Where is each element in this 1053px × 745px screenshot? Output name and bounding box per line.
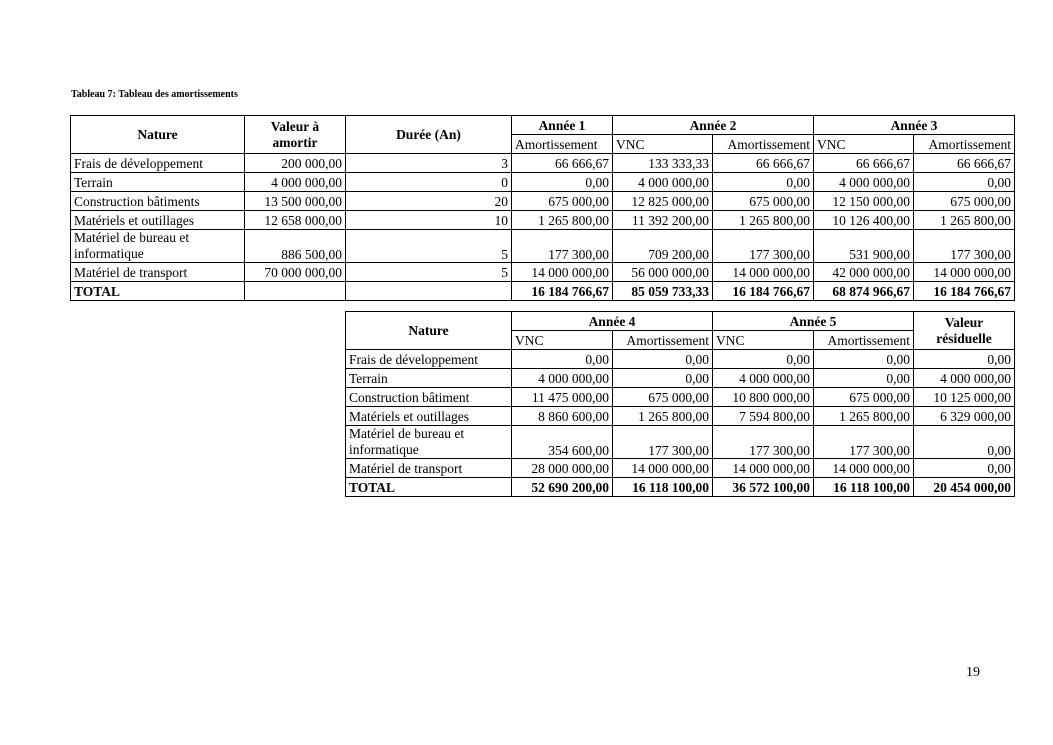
cell-value: 1 265 800,00	[914, 211, 1015, 230]
table-row	[71, 154, 1015, 173]
cell-value: 12 150 000,00	[814, 192, 914, 211]
header-valeur-residuelle: Valeur résiduelle	[914, 312, 1015, 350]
cell-value: 0,00	[914, 459, 1015, 478]
cell-value: 0,00	[613, 369, 713, 388]
table-row	[346, 426, 1015, 459]
table-row	[346, 407, 1015, 426]
cell-empty	[346, 282, 512, 301]
cell-value: 66 666,67	[914, 154, 1015, 173]
cell-nature: Terrain	[71, 173, 245, 192]
table-row	[71, 173, 1015, 192]
cell-value: 10 125 000,00	[914, 388, 1015, 407]
page-number: 19	[966, 665, 980, 680]
cell-value: 66 666,67	[512, 154, 613, 173]
table-row	[346, 350, 1015, 369]
header-annee-2: Année 2	[613, 116, 814, 135]
total-row	[71, 282, 1015, 301]
header-nature: Nature	[71, 116, 245, 154]
cell-value: 0,00	[512, 173, 613, 192]
cell-total-label: TOTAL	[346, 478, 512, 497]
cell-nature: Frais de développement	[346, 350, 512, 369]
table-row	[346, 369, 1015, 388]
subheader-vnc: VNC	[613, 135, 713, 154]
cell-value: 42 000 000,00	[814, 263, 914, 282]
subheader-vnc: VNC	[512, 331, 613, 350]
cell-value: 7 594 800,00	[713, 407, 814, 426]
cell-nature: Matériels et outillages	[346, 407, 512, 426]
header-duree: Durée (An)	[346, 116, 512, 154]
cell-value: 56 000 000,00	[613, 263, 713, 282]
cell-total: 36 572 100,00	[713, 478, 814, 497]
table-row	[346, 459, 1015, 478]
cell-value: 1 265 800,00	[713, 211, 814, 230]
cell-value: 0,00	[814, 369, 914, 388]
cell-value: 28 000 000,00	[512, 459, 613, 478]
cell-value: 177 300,00	[914, 230, 1015, 263]
cell-nature: Matériel de bureau et informatique	[346, 426, 512, 459]
subheader-vnc: VNC	[814, 135, 914, 154]
cell-valeur: 13 500 000,00	[245, 192, 346, 211]
cell-value: 4 000 000,00	[512, 369, 613, 388]
cell-total: 16 118 100,00	[613, 478, 713, 497]
cell-value: 4 000 000,00	[613, 173, 713, 192]
header-annee-3: Année 3	[814, 116, 1015, 135]
cell-value: 14 000 000,00	[613, 459, 713, 478]
cell-value: 12 825 000,00	[613, 192, 713, 211]
header-nature: Nature	[346, 312, 512, 350]
cell-nature: Matériels et outillages	[71, 211, 245, 230]
cell-value: 14 000 000,00	[914, 263, 1015, 282]
amortization-table-years-4-5	[345, 311, 1015, 497]
cell-value: 675 000,00	[713, 192, 814, 211]
cell-value: 66 666,67	[814, 154, 914, 173]
cell-value: 4 000 000,00	[914, 369, 1015, 388]
cell-value: 177 300,00	[613, 426, 713, 459]
cell-value: 354 600,00	[512, 426, 613, 459]
cell-duree: 0	[346, 173, 512, 192]
cell-nature: Matériel de transport	[71, 263, 245, 282]
cell-valeur: 4 000 000,00	[245, 173, 346, 192]
cell-value: 675 000,00	[613, 388, 713, 407]
cell-value: 531 900,00	[814, 230, 914, 263]
table-caption: Tableau 7: Tableau des amortissements	[71, 89, 238, 100]
header-annee-1: Année 1	[512, 116, 613, 135]
subheader-amortissement: Amortissement	[512, 135, 613, 154]
subheader-amortissement: Amortissement	[613, 331, 713, 350]
cell-nature: Matériel de transport	[346, 459, 512, 478]
cell-value: 11 475 000,00	[512, 388, 613, 407]
cell-value: 14 000 000,00	[814, 459, 914, 478]
cell-total: 16 184 766,67	[914, 282, 1015, 301]
subheader-amortissement: Amortissement	[914, 135, 1015, 154]
table-row	[346, 388, 1015, 407]
cell-value: 0,00	[713, 350, 814, 369]
cell-value: 14 000 000,00	[713, 263, 814, 282]
cell-total: 16 118 100,00	[814, 478, 914, 497]
cell-value: 709 200,00	[613, 230, 713, 263]
cell-valeur: 70 000 000,00	[245, 263, 346, 282]
table-row	[71, 263, 1015, 282]
cell-nature: Construction bâtiments	[71, 192, 245, 211]
cell-value: 6 329 000,00	[914, 407, 1015, 426]
cell-total: 16 184 766,67	[713, 282, 814, 301]
cell-value: 1 265 800,00	[814, 407, 914, 426]
cell-total: 85 059 733,33	[613, 282, 713, 301]
cell-value: 177 300,00	[814, 426, 914, 459]
cell-value: 0,00	[713, 173, 814, 192]
cell-value: 11 392 200,00	[613, 211, 713, 230]
cell-value: 14 000 000,00	[512, 263, 613, 282]
subheader-amortissement: Amortissement	[814, 331, 914, 350]
cell-value: 675 000,00	[814, 388, 914, 407]
cell-value: 1 265 800,00	[512, 211, 613, 230]
cell-total: 16 184 766,67	[512, 282, 613, 301]
subheader-vnc: VNC	[713, 331, 814, 350]
cell-value: 177 300,00	[512, 230, 613, 263]
total-row	[346, 478, 1015, 497]
cell-value: 177 300,00	[713, 230, 814, 263]
cell-total: 20 454 000,00	[914, 478, 1015, 497]
cell-nature: Frais de développement	[71, 154, 245, 173]
cell-value: 10 126 400,00	[814, 211, 914, 230]
cell-value: 14 000 000,00	[713, 459, 814, 478]
cell-total: 68 874 966,67	[814, 282, 914, 301]
cell-value: 8 860 600,00	[512, 407, 613, 426]
header-annee-5: Année 5	[713, 312, 914, 331]
cell-total-label: TOTAL	[71, 282, 245, 301]
cell-value: 675 000,00	[914, 192, 1015, 211]
cell-duree: 20	[346, 192, 512, 211]
cell-value: 0,00	[814, 350, 914, 369]
cell-value: 0,00	[914, 173, 1015, 192]
cell-valeur: 886 500,00	[245, 230, 346, 263]
cell-nature: Terrain	[346, 369, 512, 388]
cell-value: 0,00	[914, 350, 1015, 369]
cell-valeur: 12 658 000,00	[245, 211, 346, 230]
cell-empty	[245, 282, 346, 301]
cell-value: 133 333,33	[613, 154, 713, 173]
cell-total: 52 690 200,00	[512, 478, 613, 497]
cell-duree: 5	[346, 263, 512, 282]
cell-value: 0,00	[613, 350, 713, 369]
cell-value: 0,00	[512, 350, 613, 369]
cell-duree: 3	[346, 154, 512, 173]
cell-value: 4 000 000,00	[814, 173, 914, 192]
cell-duree: 10	[346, 211, 512, 230]
cell-valeur: 200 000,00	[245, 154, 346, 173]
table-row	[71, 211, 1015, 230]
table-row	[71, 230, 1015, 263]
cell-value: 675 000,00	[512, 192, 613, 211]
header-valeur-a-amortir: Valeur à amortir	[245, 116, 346, 154]
subheader-amortissement: Amortissement	[713, 135, 814, 154]
amortization-table-years-1-3	[70, 115, 1015, 301]
cell-value: 1 265 800,00	[613, 407, 713, 426]
cell-value: 177 300,00	[713, 426, 814, 459]
header-annee-4: Année 4	[512, 312, 713, 331]
cell-value: 10 800 000,00	[713, 388, 814, 407]
cell-duree: 5	[346, 230, 512, 263]
cell-value: 0,00	[914, 426, 1015, 459]
cell-value: 4 000 000,00	[713, 369, 814, 388]
cell-value: 66 666,67	[713, 154, 814, 173]
cell-nature: Construction bâtiment	[346, 388, 512, 407]
cell-nature: Matériel de bureau et informatique	[71, 230, 245, 263]
table-row	[71, 192, 1015, 211]
